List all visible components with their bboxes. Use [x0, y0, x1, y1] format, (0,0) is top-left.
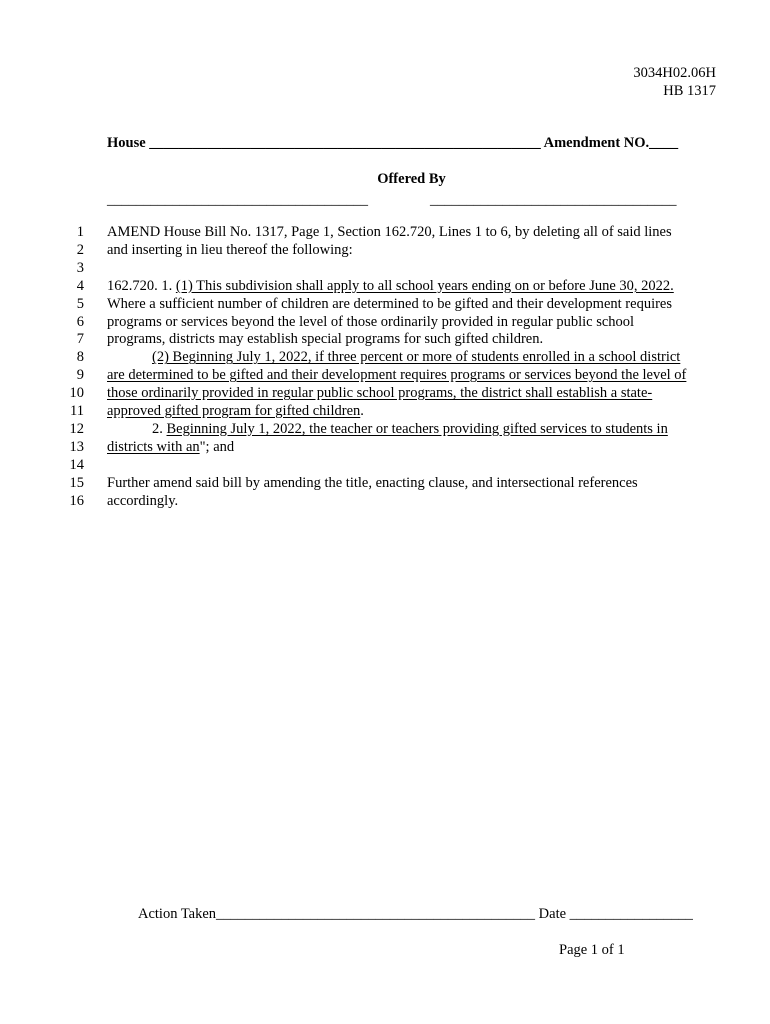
house-label: House: [107, 135, 146, 151]
action-taken-label: Action Taken: [138, 906, 217, 922]
line-text: accordingly.: [107, 492, 179, 509]
line-number: 5: [76, 295, 84, 312]
line-text: 162.720. 1.: [107, 277, 176, 294]
body-line: [107, 224, 672, 241]
line-number: 13: [69, 438, 84, 455]
line-number: 8: [76, 349, 84, 366]
inserted-text: those ordinarily provided in regular public school programs, the district shall establish a state-: [107, 385, 653, 402]
line-number: 7: [76, 331, 84, 348]
line-number: 4: [76, 277, 84, 294]
body-line: [107, 331, 543, 348]
body-line: [107, 349, 680, 366]
page-number: Page 1 of 1: [559, 942, 625, 958]
body-line: [107, 439, 234, 456]
line-number: 9: [76, 367, 84, 384]
inserted-text: are determined to be gifted and their development requires programs or services beyond the level of: [107, 367, 687, 384]
body-line: [107, 367, 686, 384]
amendment-number-label: Amendment NO.____: [543, 135, 679, 151]
line-number: 1: [76, 224, 84, 240]
body-line: [107, 296, 672, 313]
signature-line-right: __________________________________: [430, 192, 677, 208]
inserted-text: Beginning July 1, 2022, the teacher or teachers providing gifted services to students in: [166, 420, 668, 437]
body-line: [107, 403, 364, 420]
date-blank: _________________: [569, 906, 693, 922]
body-line: [107, 242, 353, 259]
date-label: Date: [535, 906, 570, 922]
line-text: 2.: [152, 420, 167, 437]
inserted-text: (1) This subdivision shall apply to all school years ending on or before June 30, 2022.: [175, 277, 674, 294]
line-text: and inserting in lieu thereof the following:: [107, 241, 353, 258]
signature-line-left: ____________________________________: [107, 192, 368, 208]
line-number: 2: [76, 241, 84, 258]
inserted-text: approved gifted program for gifted children: [107, 403, 361, 419]
body-line: [107, 278, 674, 295]
bill-number: HB 1317: [663, 83, 716, 99]
amendment-header-line: [107, 135, 678, 152]
line-text: "; and: [199, 438, 235, 455]
inserted-text: districts with an: [107, 438, 200, 455]
line-number: 11: [70, 403, 84, 419]
line-text: .: [360, 403, 364, 419]
line-number: 3: [76, 259, 84, 276]
line-number: 16: [69, 492, 84, 509]
document-id: 3034H02.06H: [633, 65, 716, 81]
action-taken-blank: ____________________________________________: [216, 906, 536, 922]
house-blank: ______________________________________________________: [149, 135, 541, 151]
offered-by-label: Offered By: [377, 171, 446, 187]
line-text: Further amend said bill by amending the title, enacting clause, and intersectional references: [107, 474, 638, 491]
line-number: 12: [69, 420, 84, 437]
line-number: 15: [69, 474, 84, 491]
line-number: 10: [69, 385, 84, 402]
line-text: Where a sufficient number of children are determined to be gifted and their development requires: [107, 295, 673, 312]
line-number: 14: [69, 456, 84, 473]
line-text: AMEND House Bill No. 1317, Page 1, Section 162.720, Lines 1 to 6, by deleting all of said lines: [107, 224, 672, 240]
body-line: [107, 493, 178, 510]
line-text: programs or services beyond the level of those ordinarily provided in regular public school: [107, 313, 635, 330]
inserted-text: (2) Beginning July 1, 2022, if three percent or more of students enrolled in a school district: [152, 349, 681, 366]
body-line: [107, 385, 652, 402]
line-number: 6: [76, 313, 84, 330]
body-line: [107, 421, 668, 438]
action-taken-line: [138, 906, 693, 923]
body-line: [107, 475, 638, 492]
body-line: [107, 314, 634, 331]
line-text: programs, districts may establish special programs for such gifted children.: [107, 331, 544, 348]
